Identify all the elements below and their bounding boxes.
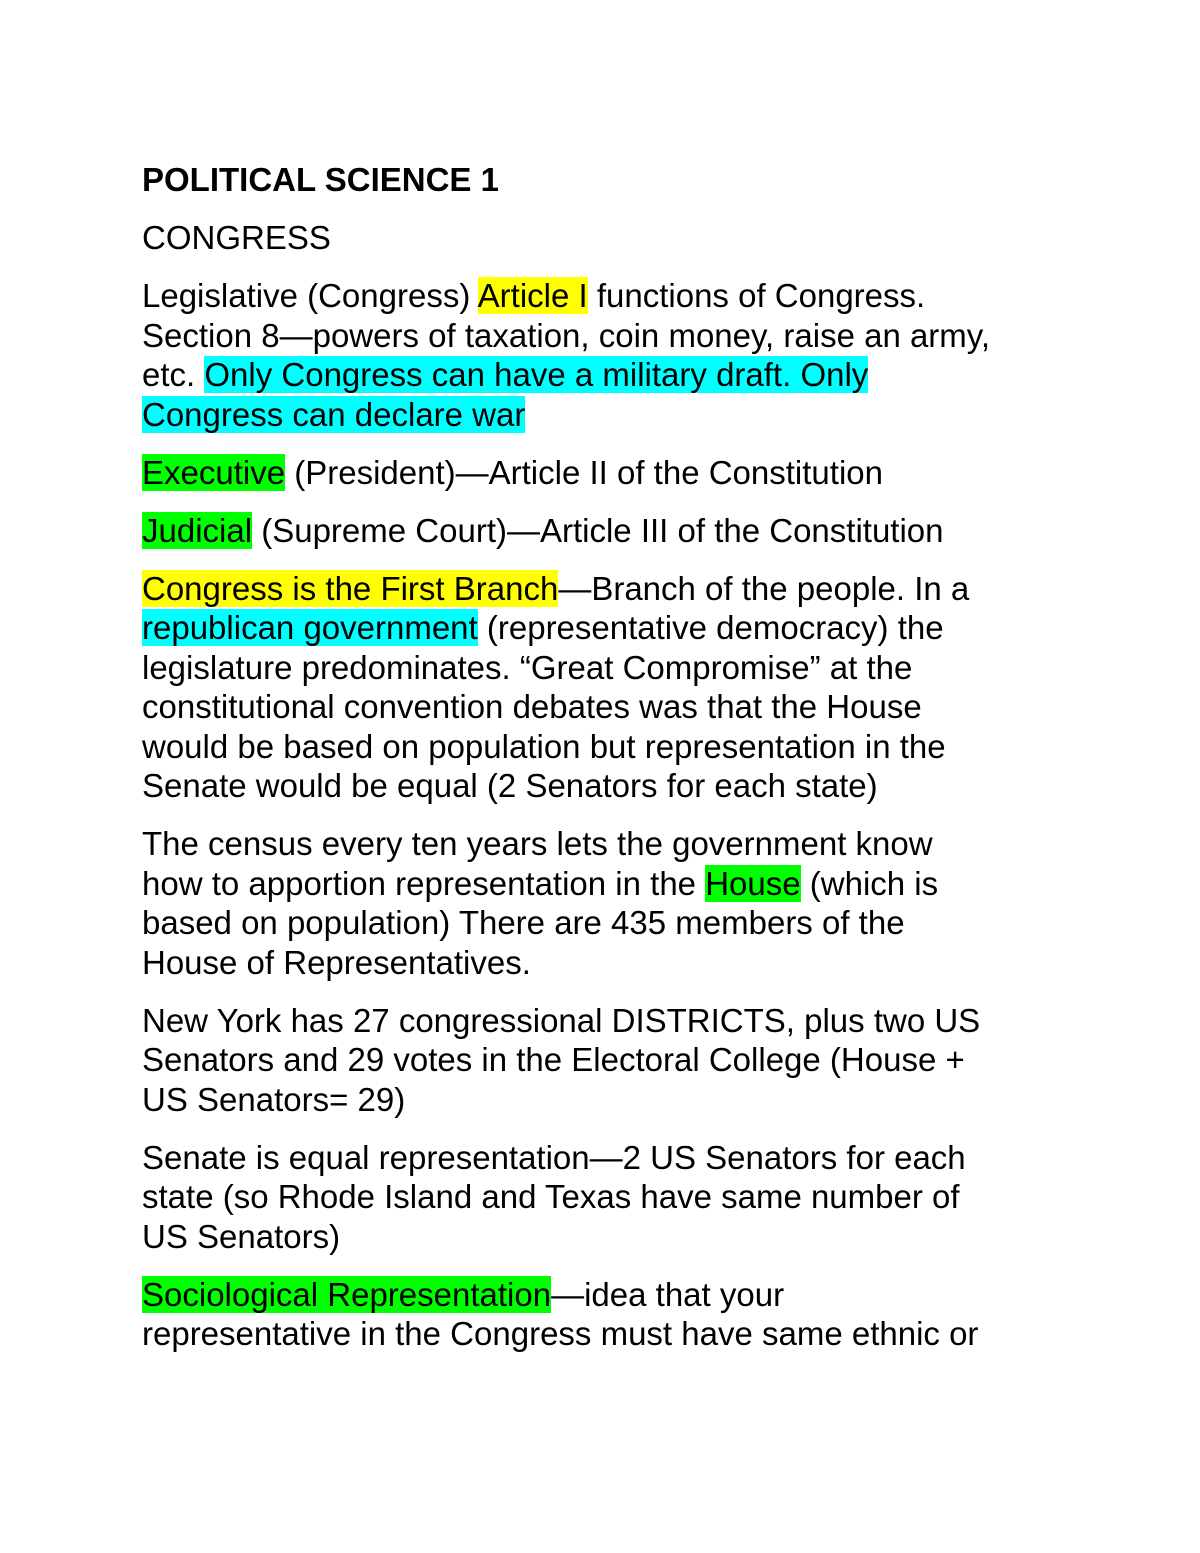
text-run: —Branch of the people. In a (558, 569, 970, 607)
paragraph-line: The census every ten years lets the government know (142, 825, 933, 862)
paragraph-sociological (142, 1275, 1072, 1354)
paragraph-line: House of Representatives. (142, 943, 531, 981)
paragraph-line: US Senators) (142, 1217, 341, 1255)
paragraph-line (142, 569, 1072, 609)
text-run: functions of Congress. (587, 277, 926, 314)
paragraph-judicial (142, 511, 1072, 551)
paragraph-line: state (so Rhode Island and Texas have same number of (142, 1178, 960, 1215)
paragraph-line: representative in the Congress must have same ethnic or (142, 1315, 979, 1352)
paragraph-line: Senate would be equal (2 Senators for each state) (142, 767, 878, 804)
highlight-house: House (705, 864, 801, 902)
paragraph-line: US Senators= 29) (142, 1080, 406, 1118)
paragraph-new-york (142, 1001, 1072, 1120)
highlight-article-i: Article I (477, 277, 588, 314)
paragraph-line (142, 1275, 1072, 1315)
paragraph-line: New York has 27 congressional DISTRICTS, plus two US (142, 1001, 981, 1039)
paragraph-legislative (142, 276, 1072, 434)
paragraph-line (142, 511, 1072, 551)
paragraph-census (142, 824, 1072, 982)
paragraph-line: constitutional convention debates was that the House (142, 688, 922, 725)
paragraph-line (142, 453, 1072, 493)
paragraph-line (142, 276, 1072, 316)
highlight-military-draft: Only Congress can have a military draft. Only (204, 356, 869, 393)
highlight-declare-war: Congress can declare war (142, 395, 526, 433)
highlight-first-branch: Congress is the First Branch (142, 569, 559, 607)
paragraph-executive (142, 453, 1072, 493)
text-run: (which is (800, 864, 939, 902)
highlight-executive: Executive (142, 453, 286, 491)
highlight-sociological-representation: Sociological Representation (142, 1275, 552, 1313)
highlight-judicial: Judicial (142, 511, 253, 549)
paragraph-line: Section 8—powers of taxation, coin money, raise an army, (142, 316, 991, 354)
paragraph-line: Senate is equal representation—2 US Senators for each (142, 1138, 966, 1176)
paragraph-line: based on population) There are 435 members of the (142, 904, 905, 941)
paragraph-senate (142, 1138, 1072, 1257)
paragraph-line (142, 395, 1072, 435)
paragraph-first-branch (142, 569, 1072, 806)
text-run: Legislative (Congress) (142, 277, 478, 314)
text-run: —idea that your (551, 1275, 785, 1313)
text-run: (Supreme Court)—Article III of the Constitution (252, 511, 944, 549)
document-title: POLITICAL SCIENCE 1 (142, 161, 499, 198)
paragraph-line (142, 864, 1072, 904)
highlight-republican-government: republican government (142, 609, 478, 646)
paragraph-line: Senators and 29 votes in the Electoral College (House + (142, 1041, 965, 1078)
paragraph-line: would be based on population but representation in the (142, 727, 946, 765)
paragraph-line (142, 608, 1072, 648)
text-run: (representative democracy) the (477, 609, 944, 646)
text-run: how to apportion representation in the (142, 864, 706, 902)
paragraph-line (142, 355, 1072, 395)
document-page (142, 160, 1072, 1372)
text-run: (President)—Article II of the Constitution (285, 453, 883, 491)
section-heading: CONGRESS (142, 219, 331, 256)
text-run: etc. (142, 356, 205, 393)
paragraph-line: legislature predominates. “Great Compromise” at the (142, 648, 913, 686)
